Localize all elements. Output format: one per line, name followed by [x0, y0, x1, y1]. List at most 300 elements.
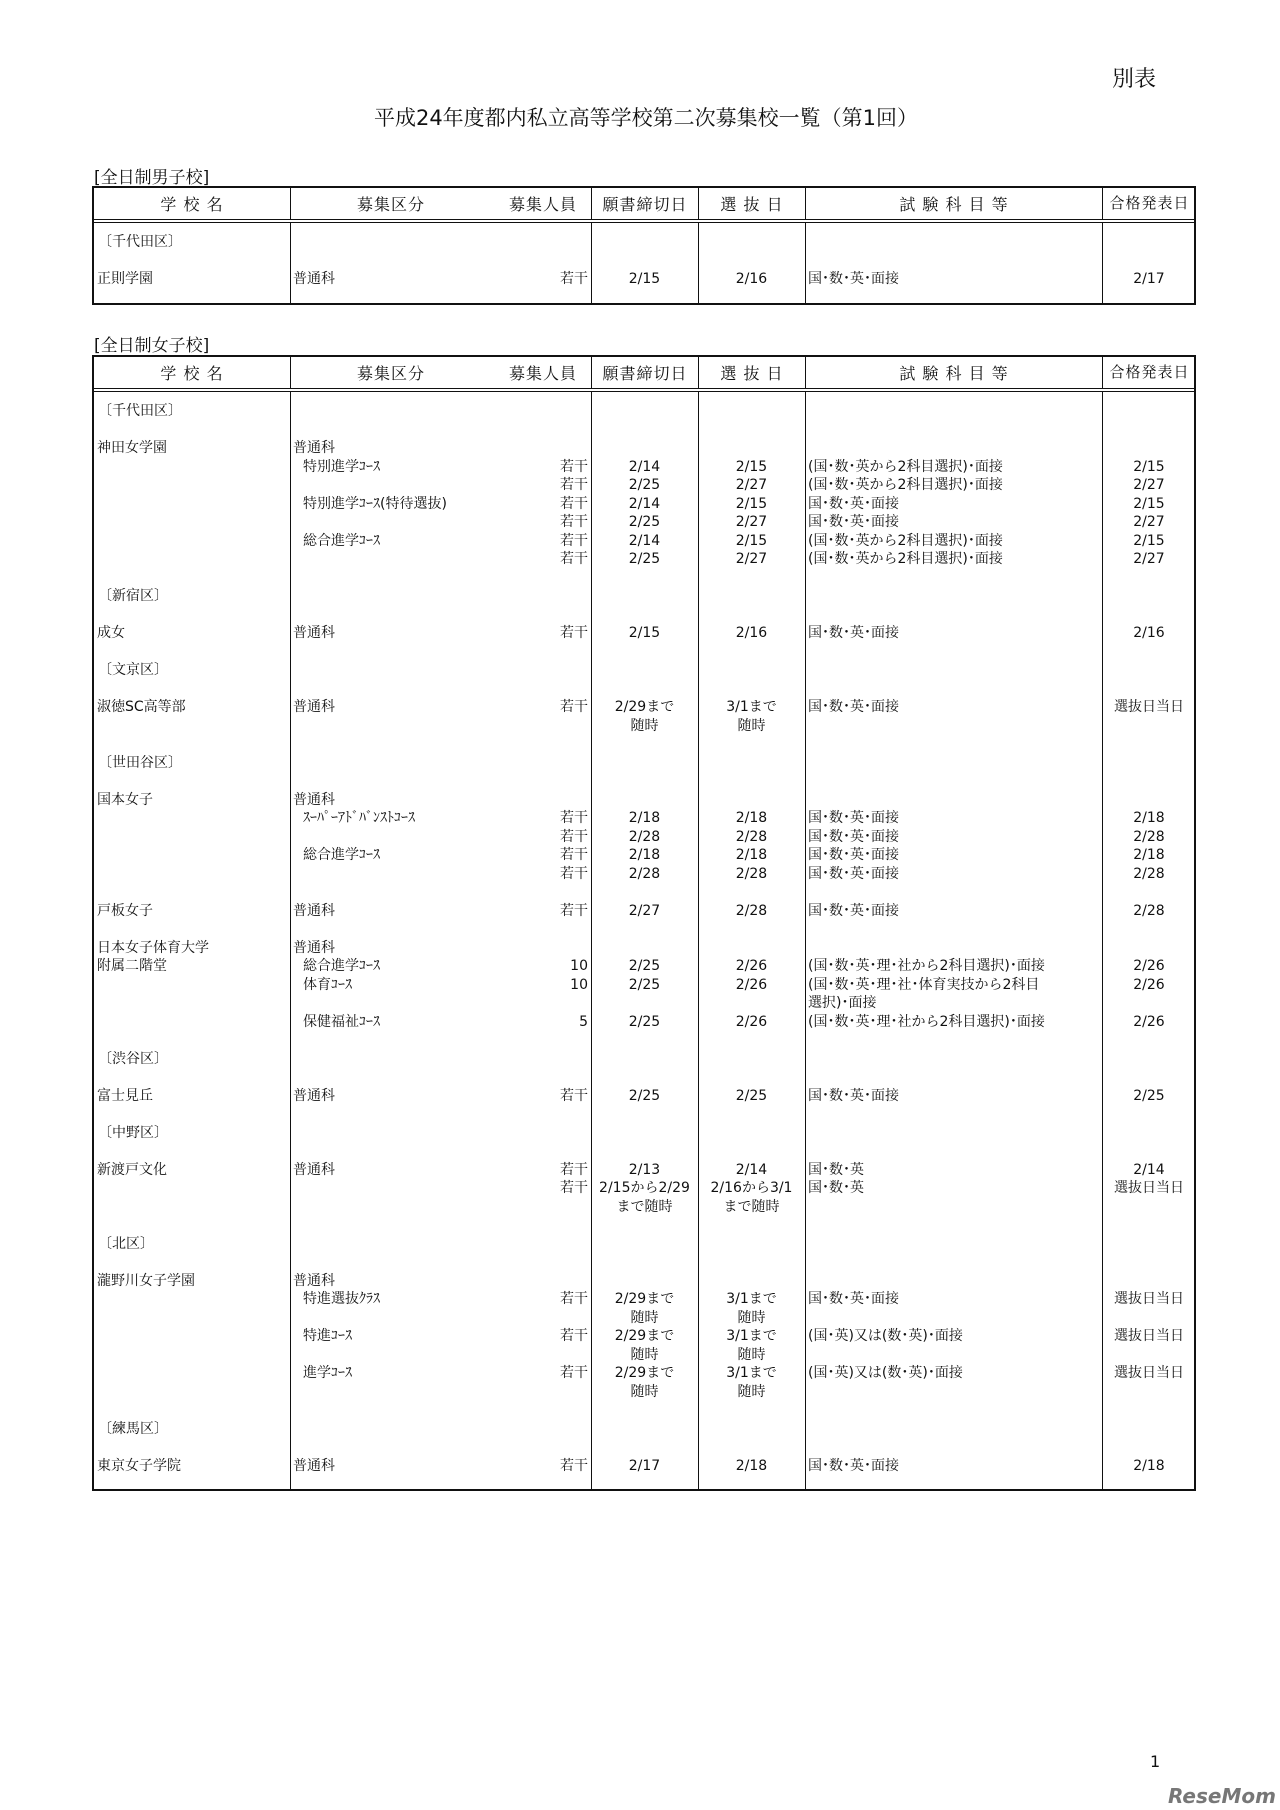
table-body — [94, 223, 1194, 303]
ward-heading: 〔新宿区〕 — [98, 588, 168, 604]
kubun-cell — [290, 865, 591, 884]
ninzu: 若干 — [560, 495, 588, 512]
table-row — [94, 1087, 1194, 1106]
ninzu: 若干 — [560, 551, 588, 567]
table-row — [94, 513, 1194, 532]
senbatsu-date: 2/26 — [735, 1013, 768, 1030]
ward-heading: 〔中野区〕 — [98, 1124, 168, 1141]
subjects: 国･数･英･面接 — [808, 1291, 899, 1307]
happyo-date: 2/26 — [1133, 976, 1165, 993]
school-name — [94, 1327, 290, 1364]
course-name — [293, 476, 303, 495]
school-name — [94, 532, 290, 551]
ninzu: 若干 — [560, 1087, 588, 1104]
happyo-date: 2/26 — [1133, 1013, 1165, 1030]
table-row — [94, 809, 1194, 828]
deadline: 2/25 — [628, 477, 661, 493]
course-name — [293, 865, 303, 884]
happyo-date: 2/15 — [1133, 532, 1165, 549]
school-name — [94, 495, 290, 514]
table-girls — [92, 355, 1196, 1491]
kubun-cell — [290, 1290, 591, 1327]
col-ninzu-label: 募集人員 — [508, 364, 577, 383]
kubun-cell — [290, 1364, 591, 1401]
school-name: 附属二階堂 — [97, 958, 167, 974]
deadline — [591, 1272, 698, 1291]
table-row — [94, 791, 1194, 810]
ninzu: 若干 — [560, 699, 588, 715]
senbatsu-date: 2/28 — [735, 902, 768, 919]
ninzu: 若干 — [560, 458, 588, 475]
ward-heading: 〔渋谷区〕 — [98, 1050, 168, 1067]
happyo-date: 2/16 — [1133, 625, 1165, 641]
senbatsu-date: 2/27 — [735, 514, 768, 530]
subjects — [805, 439, 1102, 458]
table-row — [94, 1013, 1194, 1032]
ninzu: 若干 — [560, 1457, 588, 1474]
course-name: 普通科 — [293, 1087, 335, 1104]
happyo-date: 2/17 — [1133, 271, 1165, 287]
table-row — [94, 1457, 1194, 1476]
senbatsu-date: 2/18 — [735, 847, 768, 863]
happyo-date: 2/14 — [1133, 1161, 1165, 1178]
course-name — [293, 513, 303, 532]
deadline: 2/13 — [628, 1161, 661, 1178]
school-name — [94, 865, 290, 884]
subjects: 国･数･英･面接 — [808, 902, 899, 919]
happyo-date: 2/28 — [1133, 828, 1165, 845]
ninzu: 若干 — [560, 271, 588, 287]
deadline — [591, 939, 698, 958]
ninzu: 若干 — [560, 847, 588, 863]
ninzu: 若干 — [560, 865, 588, 882]
col-school-name-header: 学 校 名 — [160, 195, 224, 214]
col-deadline-header: 願書締切日 — [591, 357, 698, 388]
deadline: 2/17 — [628, 1457, 661, 1474]
senbatsu-date: 2/15 — [735, 532, 768, 549]
subjects: (国･英)又は(数･英)･面接 — [808, 1328, 963, 1344]
ward-heading: 〔千代田区〕 — [98, 234, 182, 250]
kubun-cell — [290, 902, 591, 921]
deadline: 2/14 — [628, 458, 661, 475]
deadline: 2/25 — [628, 1013, 661, 1030]
course-name: 総合進学ｺｰｽ — [303, 532, 380, 549]
senbatsu-date: 2/27 — [735, 477, 768, 493]
ninzu: 若干 — [560, 1291, 588, 1307]
happyo-date: 2/26 — [1133, 958, 1165, 974]
school-name — [94, 828, 290, 847]
kubun-cell — [290, 698, 591, 735]
happyo-date — [1102, 791, 1196, 810]
senbatsu-date: 2/18 — [735, 1457, 768, 1474]
school-name: 富士見丘 — [97, 1087, 153, 1104]
school-block — [94, 902, 1194, 921]
ninzu: 若干 — [560, 810, 588, 826]
col-kubun-label: 募集区分 — [357, 195, 426, 214]
subjects: (国･数･英から2科目選択)･面接 — [808, 477, 1003, 493]
subjects — [805, 939, 1102, 958]
kubun-cell — [290, 624, 591, 643]
kubun-cell — [290, 1327, 591, 1364]
course-name: 普通科 — [293, 271, 335, 287]
senbatsu-date: 2/14 — [735, 1161, 768, 1178]
subjects: 国･数･英･面接 — [808, 271, 899, 287]
senbatsu-date: 2/28 — [735, 828, 768, 845]
course-name: 普通科 — [293, 902, 335, 919]
deadline: 2/29まで 随時 — [614, 1365, 675, 1400]
school-name: 戸板女子 — [97, 902, 153, 919]
course-name: 特進選抜ｸﾗｽ — [303, 1291, 380, 1307]
table-row — [94, 957, 1194, 976]
school-name: 瀧野川女子学園 — [97, 1272, 195, 1289]
course-name: 普通科 — [293, 791, 335, 808]
senbatsu-date — [698, 439, 805, 458]
school-name — [94, 976, 290, 1013]
happyo-date: 2/15 — [1133, 458, 1165, 475]
table-row — [94, 865, 1194, 884]
deadline: 2/25 — [628, 1087, 661, 1104]
ninzu: 若干 — [560, 514, 588, 530]
kubun-cell — [290, 809, 591, 828]
course-name: 普通科 — [293, 1272, 335, 1289]
deadline: 2/14 — [628, 532, 661, 549]
subjects: 国･数･英･面接 — [808, 1457, 899, 1474]
subjects: 国･数･英･面接 — [808, 810, 899, 826]
table-row — [94, 1272, 1194, 1291]
senbatsu-date: 2/26 — [735, 976, 768, 993]
col-subjects-header: 試 験 科 目 等 — [805, 188, 1102, 219]
deadline: 2/29まで 随時 — [614, 1328, 675, 1363]
school-name — [94, 1290, 290, 1327]
kubun-cell — [290, 476, 591, 495]
school-name — [94, 1179, 290, 1216]
school-name — [94, 458, 290, 477]
kubun-cell — [290, 513, 591, 532]
school-name — [94, 513, 290, 532]
col-kubun-label: 募集区分 — [357, 364, 426, 383]
column-divider — [290, 223, 291, 303]
table-row — [94, 532, 1194, 551]
school-block — [94, 698, 1194, 735]
happyo-date — [1102, 939, 1196, 958]
course-name: 普通科 — [293, 625, 335, 641]
school-name — [94, 846, 290, 865]
ward-heading: 〔練馬区〕 — [98, 1420, 168, 1437]
school-name — [94, 476, 290, 495]
course-name: 普通科 — [293, 699, 335, 715]
col-kubun-header — [290, 188, 591, 219]
course-name — [293, 828, 303, 847]
senbatsu-date: 3/1まで 随時 — [726, 1328, 777, 1363]
school-name — [94, 1364, 290, 1401]
ninzu: 若干 — [560, 902, 588, 919]
happyo-date: 2/18 — [1133, 1457, 1165, 1474]
school-name — [94, 1013, 290, 1032]
ward-heading: 〔北区〕 — [98, 1235, 154, 1252]
col-happyo-header: 合格発表日 — [1102, 357, 1196, 388]
kubun-cell — [290, 1013, 591, 1032]
table-row — [94, 439, 1194, 458]
subjects: 国･数･英･面接 — [808, 828, 899, 845]
ninzu: 若干 — [560, 477, 588, 493]
school-block — [94, 1087, 1194, 1106]
subjects: (国･数･英から2科目選択)･面接 — [808, 551, 1003, 567]
kubun-cell — [290, 1087, 591, 1106]
senbatsu-date: 2/15 — [735, 458, 768, 475]
table-boys — [92, 186, 1196, 305]
senbatsu-date: 2/28 — [735, 865, 768, 882]
table-row — [94, 1161, 1194, 1180]
ninzu: 若干 — [560, 1365, 588, 1381]
page-number: 1 — [1150, 1752, 1161, 1771]
deadline: 2/27 — [628, 902, 661, 919]
school-name: 成女 — [97, 625, 125, 641]
col-ninzu-label: 募集人員 — [508, 195, 577, 214]
subjects: (国･数･英･理･社から2科目選択)･面接 — [808, 1013, 1045, 1030]
table-row — [94, 476, 1194, 495]
deadline: 2/28 — [628, 828, 661, 845]
course-name: 進学ｺｰｽ — [303, 1365, 352, 1381]
subjects: 国･数･英 — [808, 1180, 864, 1196]
happyo-date: 選抜日当日 — [1114, 1365, 1184, 1381]
table-row — [94, 828, 1194, 847]
table-row — [94, 1327, 1194, 1364]
happyo-date: 選抜日当日 — [1114, 1180, 1184, 1196]
course-name: 特別進学ｺｰｽ — [303, 458, 380, 475]
resemom-logo: ReseMom — [1168, 1784, 1276, 1808]
subjects: 国･数･英･面接 — [808, 865, 899, 882]
col-senbatsu-header: 選 抜 日 — [698, 188, 805, 219]
subjects: 国･数･英･面接 — [808, 1087, 899, 1104]
subjects — [805, 791, 1102, 810]
school-name: 国本女子 — [97, 791, 153, 808]
school-block — [94, 939, 1194, 1032]
table-row — [94, 902, 1194, 921]
kubun-cell — [290, 532, 591, 551]
ninzu: 若干 — [560, 625, 588, 641]
ward-heading: 〔千代田区〕 — [98, 403, 182, 419]
happyo-date: 2/18 — [1133, 810, 1165, 826]
ninzu: 10 — [570, 958, 588, 974]
deadline: 2/14 — [628, 495, 661, 512]
senbatsu-date — [698, 1272, 805, 1291]
course-name: 普通科 — [293, 939, 335, 956]
ninzu: 5 — [579, 1013, 588, 1030]
senbatsu-date: 2/25 — [735, 1087, 768, 1104]
course-name: 普通科 — [293, 1457, 335, 1474]
happyo-date: 2/27 — [1133, 551, 1165, 567]
kubun-cell — [290, 828, 591, 847]
course-name: 普通科 — [293, 1161, 335, 1178]
course-name: 総合進学ｺｰｽ — [303, 958, 380, 974]
subjects: 国･数･英･面接 — [808, 495, 899, 512]
kubun-cell — [290, 939, 591, 958]
col-school-name-header: 学 校 名 — [160, 364, 224, 383]
kubun-cell — [290, 846, 591, 865]
table-row — [94, 698, 1194, 735]
page-title: 平成24年度都内私立高等学校第二次募集校一覧（第1回） — [373, 106, 919, 130]
subjects — [805, 1272, 1102, 1291]
col-kubun-header — [290, 357, 591, 388]
col-deadline-header: 願書締切日 — [591, 188, 698, 219]
school-name: 東京女子学院 — [97, 1457, 181, 1474]
school-name: 日本女子体育大学 — [97, 939, 209, 956]
kubun-cell — [290, 1179, 591, 1216]
table-row — [94, 458, 1194, 477]
kubun-cell — [290, 550, 591, 569]
senbatsu-date: 2/27 — [735, 551, 768, 567]
senbatsu-date: 3/1まで 随時 — [726, 1365, 777, 1400]
subjects: 国･数･英･面接 — [808, 847, 899, 863]
school-block — [94, 1161, 1194, 1217]
subjects: (国･数･英から2科目選択)･面接 — [808, 458, 1003, 475]
table-row — [94, 939, 1194, 958]
kubun-cell — [290, 270, 591, 289]
kubun-cell — [290, 495, 591, 514]
kubun-cell — [290, 439, 591, 458]
deadline: 2/29まで 随時 — [614, 1291, 675, 1326]
col-senbatsu-header: 選 抜 日 — [698, 357, 805, 388]
course-name: 普通科 — [293, 440, 335, 456]
senbatsu-date: 2/16 — [735, 271, 768, 287]
table-row — [94, 550, 1194, 569]
course-name: 特進ｺｰｽ — [303, 1328, 352, 1344]
subjects: 国･数･英･面接 — [808, 514, 899, 530]
deadline: 2/15から2/29 まで随時 — [599, 1180, 690, 1215]
deadline: 2/18 — [628, 810, 661, 826]
school-name: 淑徳SC高等部 — [97, 699, 186, 715]
course-name: 保健福祉ｺｰｽ — [303, 1013, 380, 1030]
column-divider — [591, 223, 592, 303]
school-block — [94, 624, 1194, 643]
ninzu: 若干 — [560, 1180, 588, 1196]
deadline: 2/15 — [628, 271, 661, 287]
subjects: 国･数･英 — [808, 1161, 864, 1178]
deadline: 2/25 — [628, 976, 661, 993]
table-header — [94, 357, 1194, 392]
kubun-cell — [290, 976, 591, 1013]
deadline: 2/25 — [628, 514, 661, 530]
table-row — [94, 624, 1194, 643]
ward-heading: 〔世田谷区〕 — [98, 754, 182, 771]
table-row — [94, 495, 1194, 514]
col-happyo-header: 合格発表日 — [1102, 188, 1196, 219]
senbatsu-date: 3/1まで 随時 — [726, 699, 777, 734]
deadline — [591, 791, 698, 810]
table-row — [94, 976, 1194, 1013]
ward-heading: 〔文京区〕 — [98, 662, 168, 678]
ninzu: 若干 — [560, 532, 588, 549]
kubun-cell — [290, 1457, 591, 1476]
subjects: (国･数･英･理･社から2科目選択)･面接 — [808, 958, 1045, 974]
senbatsu-date: 2/16 — [735, 625, 768, 641]
school-name: 新渡戸文化 — [97, 1161, 167, 1178]
deadline: 2/28 — [628, 865, 661, 882]
school-block — [94, 1457, 1194, 1476]
senbatsu-date — [698, 939, 805, 958]
subjects: (国･数･英･理･社･体育実技から2科目 選択)･面接 — [808, 976, 1040, 1011]
kubun-cell — [290, 458, 591, 477]
column-divider — [805, 223, 806, 303]
table-row — [94, 846, 1194, 865]
deadline: 2/18 — [628, 847, 661, 863]
deadline: 2/29まで 随時 — [614, 699, 675, 734]
table-row — [94, 1364, 1194, 1401]
school-block — [94, 439, 1194, 569]
school-name — [94, 550, 290, 569]
subjects: (国･英)又は(数･英)･面接 — [808, 1365, 963, 1381]
column-divider — [698, 223, 699, 303]
happyo-date: 2/28 — [1133, 865, 1165, 882]
deadline: 2/25 — [628, 551, 661, 567]
col-subjects-header: 試 験 科 目 等 — [805, 357, 1102, 388]
happyo-date: 選抜日当日 — [1114, 1291, 1184, 1307]
happyo-date: 2/27 — [1133, 477, 1165, 493]
deadline — [591, 439, 698, 458]
table-body — [94, 392, 1194, 1489]
school-name: 正則学園 — [97, 271, 153, 287]
happyo-date: 2/18 — [1133, 847, 1165, 863]
kubun-cell — [290, 1161, 591, 1180]
deadline: 2/15 — [628, 625, 661, 641]
table-row — [94, 1179, 1194, 1216]
ninzu: 若干 — [560, 1328, 588, 1344]
happyo-date: 2/27 — [1133, 514, 1165, 530]
school-name: 神田女学園 — [97, 440, 167, 456]
table-header — [94, 188, 1194, 223]
table-row — [94, 270, 1194, 289]
course-name: ｽｰﾊﾟｰｱﾄﾞﾊﾞﾝｽﾄｺｰｽ — [303, 810, 415, 826]
happyo-date: 選抜日当日 — [1114, 1328, 1184, 1344]
subjects: (国･数･英から2科目選択)･面接 — [808, 532, 1003, 549]
happyo-date — [1102, 439, 1196, 458]
senbatsu-date — [698, 791, 805, 810]
kubun-cell — [290, 1272, 591, 1291]
senbatsu-date: 2/16から3/1 まで随時 — [710, 1180, 793, 1215]
course-name: 総合進学ｺｰｽ — [303, 847, 380, 863]
happyo-date: 2/15 — [1133, 495, 1165, 512]
kubun-cell — [290, 957, 591, 976]
happyo-date: 2/25 — [1133, 1087, 1165, 1104]
happyo-date: 選抜日当日 — [1114, 699, 1184, 715]
ninzu: 10 — [570, 976, 588, 993]
ninzu: 若干 — [560, 828, 588, 845]
section-label-boys: [全日制男子校] — [94, 168, 210, 188]
school-block — [94, 1272, 1194, 1402]
deadline: 2/25 — [628, 958, 661, 974]
table-row — [94, 1290, 1194, 1327]
senbatsu-date: 3/1まで 随時 — [726, 1291, 777, 1326]
section-label-girls: [全日制女子校] — [94, 336, 210, 356]
course-name: 体育ｺｰｽ — [303, 976, 352, 993]
course-name: 特別進学ｺｰｽ(特待選抜) — [303, 495, 447, 512]
column-divider — [1102, 223, 1103, 303]
beppyo-label: 別表 — [1112, 67, 1157, 92]
senbatsu-date: 2/15 — [735, 495, 768, 512]
ninzu: 若干 — [560, 1161, 588, 1178]
school-name — [94, 809, 290, 828]
school-block — [94, 791, 1194, 884]
kubun-cell — [290, 791, 591, 810]
senbatsu-date: 2/18 — [735, 810, 768, 826]
subjects: 国･数･英･面接 — [808, 625, 899, 641]
course-name — [293, 550, 303, 569]
happyo-date — [1102, 1272, 1196, 1291]
senbatsu-date: 2/26 — [735, 958, 768, 974]
subjects: 国･数･英･面接 — [808, 699, 899, 715]
school-block — [94, 270, 1194, 289]
happyo-date: 2/28 — [1133, 902, 1165, 919]
